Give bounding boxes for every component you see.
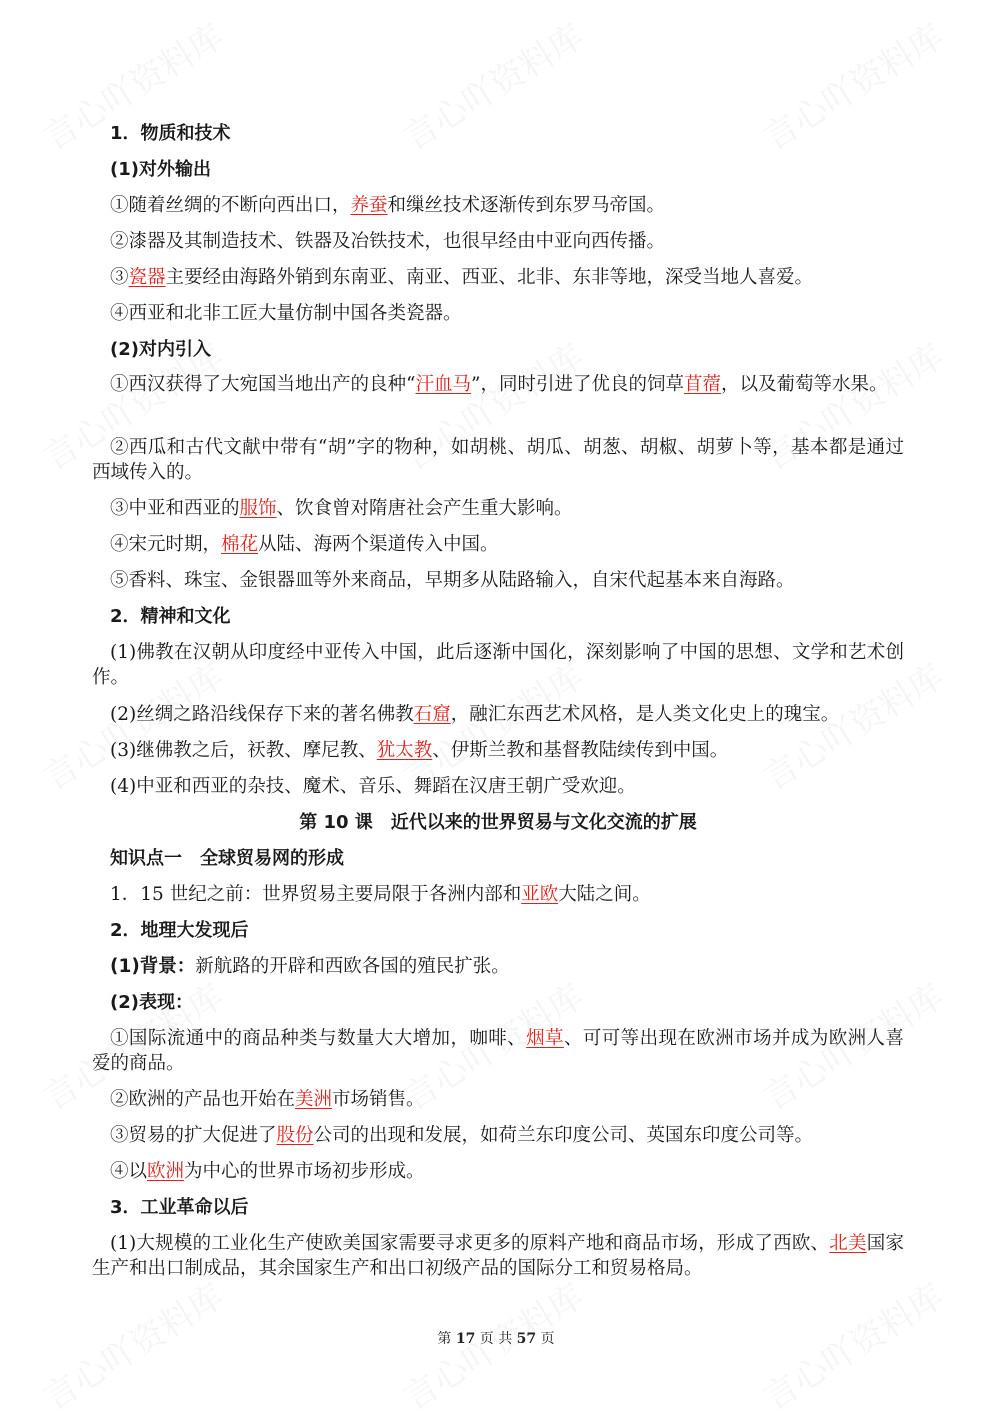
text-segment: ②漆器及其制造技术、铁器及冶铁技术，也很早经由中亚向西传播。	[110, 231, 666, 252]
section-heading	[92, 337, 904, 362]
answer-keyword: 养蚕	[350, 195, 388, 216]
text-segment: (1)大规模的工业化生产使欧美国家需要寻求更多的原料产地和商品市场，形成了西欧、	[110, 1233, 830, 1254]
lesson-title	[92, 810, 904, 835]
current-page-number: 17	[455, 1331, 476, 1347]
section-heading	[92, 918, 904, 943]
answer-keyword: 烟草	[526, 1028, 564, 1049]
text-segment: 和缫丝技术逐渐传到东罗马帝国。	[387, 195, 666, 216]
paragraph	[92, 301, 904, 326]
page-footer	[0, 1328, 992, 1348]
text-segment: 2．精神和文化	[110, 606, 231, 627]
text-segment: 1．物质和技术	[110, 123, 231, 144]
section-heading	[92, 121, 904, 146]
answer-keyword: 北美	[829, 1233, 867, 1254]
text-segment: ④西亚和北非工匠大量仿制中国各类瓷器。	[110, 303, 462, 324]
text-segment: ④宋元时期，	[110, 534, 222, 555]
text-segment: ①国际流通中的商品种类与数量大大增加，咖啡、	[110, 1028, 527, 1049]
text-segment: (3)继佛教之后，祆教、摩尼教、	[110, 740, 377, 761]
text-segment: (2)表现：	[110, 992, 193, 1013]
text-segment: 市场销售。	[332, 1089, 425, 1110]
section-heading	[92, 990, 904, 1015]
paragraph	[92, 532, 904, 557]
paragraph	[92, 1026, 904, 1076]
text-segment: 、伊斯兰教和基督教陆续传到中国。	[432, 740, 729, 761]
paragraph	[92, 496, 904, 521]
answer-keyword: 苜蓿	[683, 374, 721, 395]
text-segment: (1)对外输出	[110, 159, 211, 180]
text-segment: ④以	[110, 1161, 148, 1182]
paragraph	[92, 1087, 904, 1112]
text-segment: 、可可等出现在欧洲市场并成为欧洲人喜爱的商品。	[92, 1028, 904, 1074]
answer-keyword: 美洲	[295, 1089, 333, 1110]
bold-label: (1)背景：	[110, 956, 196, 977]
text-segment: (2)对内引入	[110, 339, 211, 360]
text-segment: 公司的出现和发展，如荷兰东印度公司、英国东印度公司等。	[313, 1125, 814, 1146]
footer-prefix: 第	[437, 1331, 452, 1347]
paragraph	[92, 229, 904, 254]
text-segment: ①西汉获得了大宛国当地出产的良种“	[110, 374, 416, 395]
footer-suffix: 页	[540, 1331, 555, 1347]
paragraph	[92, 1123, 904, 1148]
text-segment: ③中亚和西亚的	[110, 498, 240, 519]
paragraph	[92, 435, 904, 485]
paragraph	[92, 738, 904, 763]
text-segment: 新航路的开辟和西欧各国的殖民扩张。	[195, 956, 510, 977]
text-segment: 1．15 世纪之前：世界贸易主要局限于各洲内部和	[110, 884, 522, 905]
answer-keyword: 欧洲	[147, 1161, 185, 1182]
text-segment: ②西瓜和古代文献中带有“胡”字的物种，如胡桃、胡瓜、胡葱、胡椒、胡萝卜等，基本都是通过西域传入的。	[92, 437, 904, 483]
section-heading	[92, 846, 904, 871]
text-segment: 知识点一 全球贸易网的形成	[110, 848, 344, 869]
paragraph	[92, 265, 904, 290]
answer-keyword: 股份	[276, 1125, 314, 1146]
text-segment: 2．地理大发现后	[110, 920, 249, 941]
answer-keyword: 瓷器	[128, 267, 166, 288]
section-heading	[92, 604, 904, 629]
text-segment: 第 10 课 近代以来的世界贸易与文化交流的扩展	[299, 812, 697, 833]
paragraph	[92, 954, 904, 979]
text-segment: (2)丝绸之路沿线保存下来的著名佛教	[110, 704, 414, 725]
text-segment: 国家生产和出口制成品，其余国家生产和出口初级产品的国际分工和贸易格局。	[92, 1233, 904, 1279]
text-segment: 大陆之间。	[558, 884, 651, 905]
text-segment: 为中心的世界市场初步形成。	[184, 1161, 425, 1182]
text-segment: ③贸易的扩大促进了	[110, 1125, 277, 1146]
paragraph	[92, 372, 904, 397]
footer-mid: 页 共	[479, 1331, 513, 1347]
answer-keyword: 汗血马	[415, 374, 471, 395]
text-segment: (1)佛教在汉朝从印度经中亚传入中国，此后逐渐中国化，深刻影响了中国的思想、文学和艺术创作。	[92, 642, 904, 688]
answer-keyword: 棉花	[221, 534, 259, 555]
paragraph	[92, 1159, 904, 1184]
text-segment: 3．工业革命以后	[110, 1197, 249, 1218]
paragraph	[92, 702, 904, 727]
answer-keyword: 石窟	[413, 704, 451, 725]
text-segment: ”，同时引进了优良的饲草	[470, 374, 684, 395]
section-heading	[92, 1195, 904, 1220]
paragraph	[92, 1231, 904, 1281]
paragraph	[92, 193, 904, 218]
text-segment: ，以及葡萄等水果。	[720, 374, 888, 395]
text-segment: ，融汇东西艺术风格，是人类文化史上的瑰宝。	[450, 704, 840, 725]
text-segment: 从陆、海两个渠道传入中国。	[258, 534, 499, 555]
text-segment: 主要经由海路外销到东南亚、南亚、西亚、北非、东非等地，深受当地人喜爱。	[165, 267, 814, 288]
text-segment: ⑤香料、珠宝、金银器皿等外来商品，早期多从陆路输入，自宋代起基本来自海路。	[110, 570, 795, 591]
text-segment: (4)中亚和西亚的杂技、魔术、音乐、舞蹈在汉唐王朝广受欢迎。	[110, 776, 636, 797]
total-pages: 57	[516, 1331, 537, 1347]
text-segment: 、饮食曾对隋唐社会产生重大影响。	[276, 498, 573, 519]
answer-keyword: 服饰	[239, 498, 277, 519]
text-segment: ①随着丝绸的不断向西出口，	[110, 195, 351, 216]
paragraph	[92, 568, 904, 593]
paragraph	[92, 774, 904, 799]
paragraph	[92, 882, 904, 907]
section-heading	[92, 157, 904, 182]
text-segment: ②欧洲的产品也开始在	[110, 1089, 296, 1110]
text-segment: ③	[110, 267, 129, 288]
answer-keyword: 犹太教	[376, 740, 433, 761]
answer-keyword: 亚欧	[521, 884, 559, 905]
paragraph	[92, 640, 904, 690]
